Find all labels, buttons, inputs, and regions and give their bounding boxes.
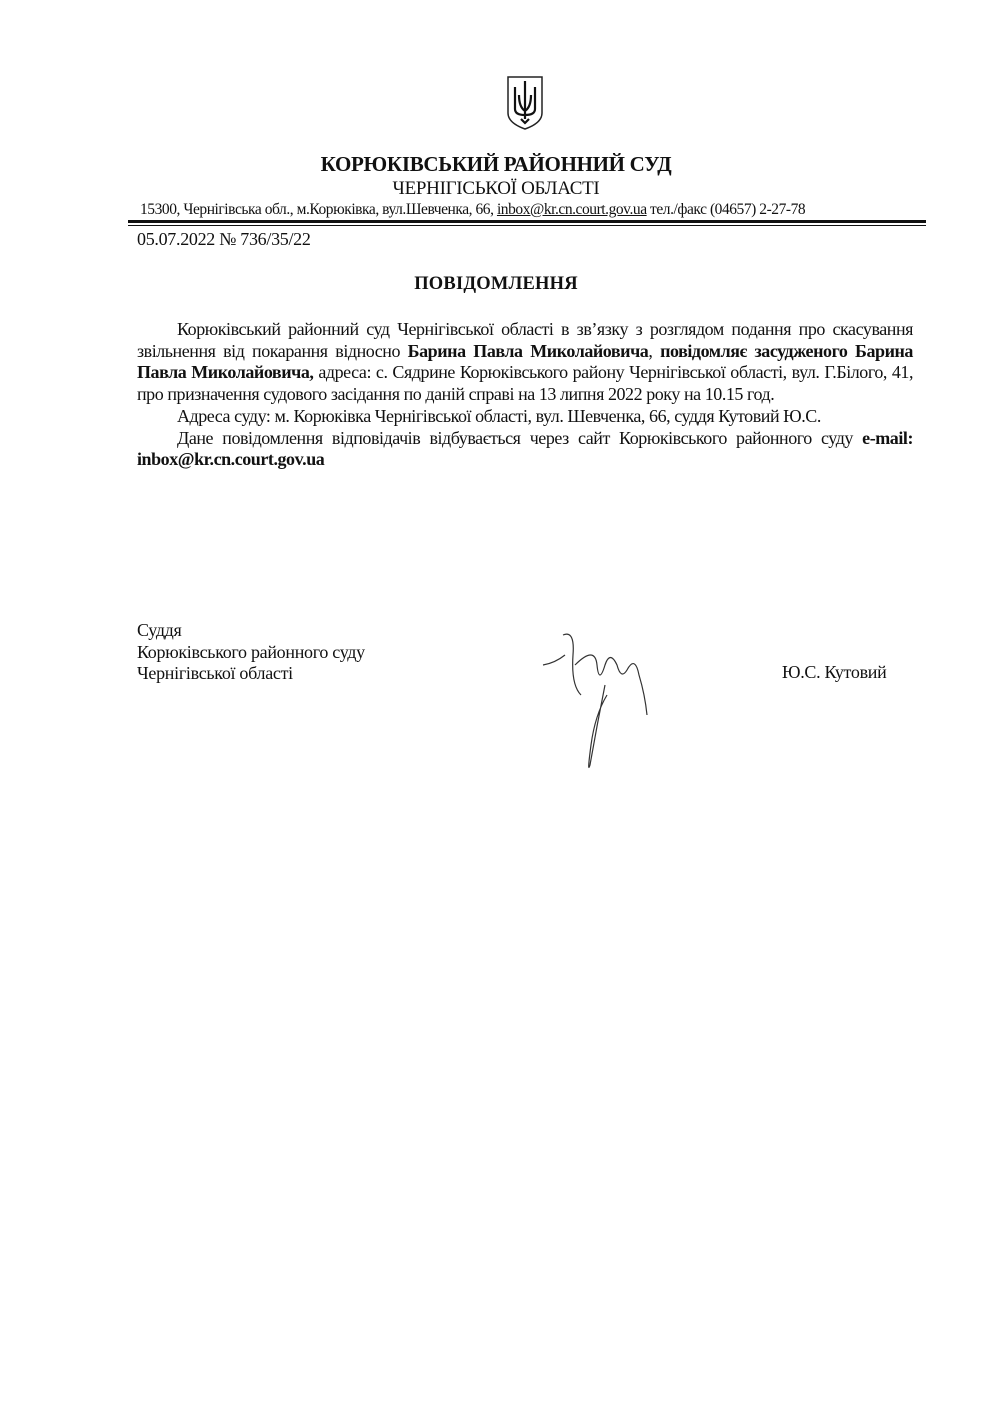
header-rule-thick: [128, 220, 926, 223]
paragraph-website: [137, 428, 913, 471]
coat-of-arms-icon: [505, 75, 545, 136]
signer-name: Ю.С. Кутовий: [782, 662, 887, 682]
signer-court: Корюківського районного суду: [137, 641, 365, 662]
paragraph-notice: [137, 319, 913, 406]
court-email-link[interactable]: inbox@kr.cn.court.gov.ua: [496, 201, 647, 218]
court-address: [140, 201, 925, 219]
court-name: КОРЮКІВСЬКИЙ РАЙОННИЙ СУД: [320, 152, 672, 176]
header-rule-thin: [128, 225, 926, 226]
paragraph-court-address: Адреса суду: м. Корюківка Чернігівської області, вул. Шевченка, 66, суддя Кутовий Ю.С.: [177, 405, 821, 426]
court-region: ЧЕРНІГІСЬКОЇ ОБЛАСТІ: [392, 178, 600, 199]
text: Дане повідомлення відповідачів відбувається через сайт Корюківського районного суду: [177, 427, 863, 448]
signature-block: [137, 620, 365, 685]
address-text: 15300, Чернігівська обл., м.Корюківка, вул.Шевченка, 66,: [140, 201, 497, 218]
court-email: e-mail: inbox@kr.cn.court.gov.ua: [137, 427, 913, 470]
handwritten-signature: [535, 625, 665, 780]
document-title: ПОВІДОМЛЕННЯ: [414, 274, 578, 294]
document-body: [137, 319, 913, 471]
signer-title: Суддя: [137, 620, 182, 640]
text: адреса: с. Сядрине Корюківського району Чернігівської області, вул. Г.Білого, 41, про призначення судового засідання по даній справі на 13 липня 2022 року на 10.15 год.: [137, 362, 914, 405]
document-reference: 05.07.2022 № 736/35/22: [137, 229, 311, 249]
signer-region: Чернігівської області: [137, 663, 293, 684]
court-phone: тел./факс (04657) 2-27-78: [646, 201, 806, 218]
text: Корюківський районний суд Чернігівської області в зв’язку з розглядом подання про скасування звільнення від покарання відносно: [137, 319, 913, 361]
defendant-name: Барина Павла Миколайовича: [407, 340, 649, 361]
notified-person: повідомляє засудженого Барина Павла Миколайовича,: [137, 340, 913, 383]
text: ,: [648, 340, 661, 361]
